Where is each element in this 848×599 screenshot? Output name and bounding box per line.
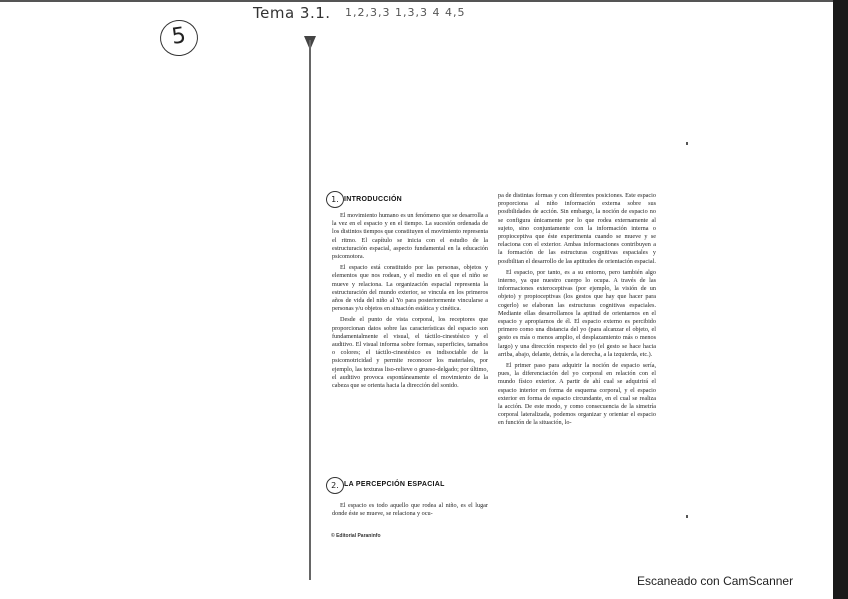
paragraph: El espacio está constituido por las personas, objetos y elementos que nos rodean, y el medio en el que el niño se mueve y relaciona. La organización espacial representa la estructuración del mundo exterior, se vincula en los primeros años de vida del niño al Yo para posteriormente vincularse a personas y/u objetos en situación estática y cinética. bbox=[332, 264, 488, 313]
handwritten-page-mark: 5 bbox=[158, 18, 201, 59]
paragraph: El movimiento humano es un fenómeno que se desarrolla a la vez en el espacio y en el tiempo. La sucesión ordenada de los distintos tiempos que constituyen el movimiento representa el ritmo. El capítulo se inicia con el estudio de la estructuración espacial, aspecto fundamental en la educación psicomotora. bbox=[332, 212, 488, 261]
publisher-footer: © Editorial Paraninfo bbox=[331, 533, 381, 539]
paragraph: Desde el punto de vista corporal, los receptores que proporcionan datos sobre las características del espacio son fundamentalmente el visual, el táctilo-cinestésico y el auditivo. El visual informa sobre formas, superficies, tamaños o colores; el táctilo-cinestésico es indisociable de la psicomotricidad y permite reconocer los materiales, por ejemplo, las texturas liso-relieve o grueso-delgado; por último, el auditivo provoca espontáneamente el movimiento de la cabeza que se orienta hacia la dirección del sonido. bbox=[332, 316, 488, 390]
page-spine-line bbox=[309, 40, 311, 580]
section-number-circle: 1. bbox=[326, 191, 344, 208]
section-heading: INTRODUCCIÓN bbox=[344, 196, 403, 203]
margin-tick bbox=[686, 515, 688, 518]
margin-tick bbox=[686, 142, 688, 145]
paragraph: El primer paso para adquirir la noción de espacio sería, pues, la diferenciación del yo corporal en relación con el mundo físico exterior. A partir de ahí cual se adquirirá el espacio interior en forma de esquema corporal, y el espacio exterior en forma de espacio circundante, en el cual se realiza la acción. De este modo, y como consecuencia de la simetría corporal lateralizada, podemos organizar y orientar el espacio en función de la situación, lo- bbox=[498, 362, 656, 427]
scan-right-edge bbox=[833, 0, 848, 599]
paragraph: El espacio es todo aquello que rodea al niño, es el lugar donde éste se mueve, se relaciona y ocu- bbox=[332, 502, 488, 518]
section2-text bbox=[332, 502, 488, 521]
paragraph: pa de distintas formas y con diferentes posiciones. Este espacio proporciona al niño información externa sobre sus posibilidades de acción. Sin embargo, la noción de espacio no se configura únicamente por lo que rodea externamente al sujeto, sino conjuntamente con la información interna o propioceptiva que éste experimenta cuando se mueve y se relaciona con el exterior. Ambas informaciones contribuyen a la formación de las estructuras cognitivas espaciales y posibilitan el desarrollo de las aptitudes de orientación espacial. bbox=[498, 192, 656, 265]
left-text-column bbox=[332, 212, 488, 393]
paragraph: El espacio, por tanto, es a su entorno, pero también algo interno, ya que nuestro cuerpo lo ocupa. A través de las informaciones exteroceptivas (por ejemplo, la visión de un objeto) y propioceptivas (los gestos que hay que hacer para cogerlo) se elaboran las estructuras cognitivas espaciales. Mediante ellas desarrollamos la aptitud de orientarnos en el espacio y apropiarnos de él. El espacio externo es percibido primero como una distancia del yo (para alcanzar el objeto, el gesto es más o menos amplio, el desplazamiento más o menos largo) y una dirección respecto del yo (el gesto se hace hacia arriba, abajo, delante, detrás, a la derecha, a la izquierda, etc.). bbox=[498, 268, 656, 358]
section-heading: LA PERCEPCIÓN ESPACIAL bbox=[344, 481, 445, 488]
scan-top-edge bbox=[0, 0, 848, 2]
handwritten-title: Tema 3.1. bbox=[253, 4, 331, 22]
handwritten-numbers: 1,2,3,3 1,3,3 4 4,5 bbox=[345, 6, 466, 19]
section-number-circle: 2. bbox=[326, 477, 344, 494]
right-text-column bbox=[498, 192, 656, 431]
scanner-watermark: Escaneado con CamScanner bbox=[637, 574, 794, 588]
